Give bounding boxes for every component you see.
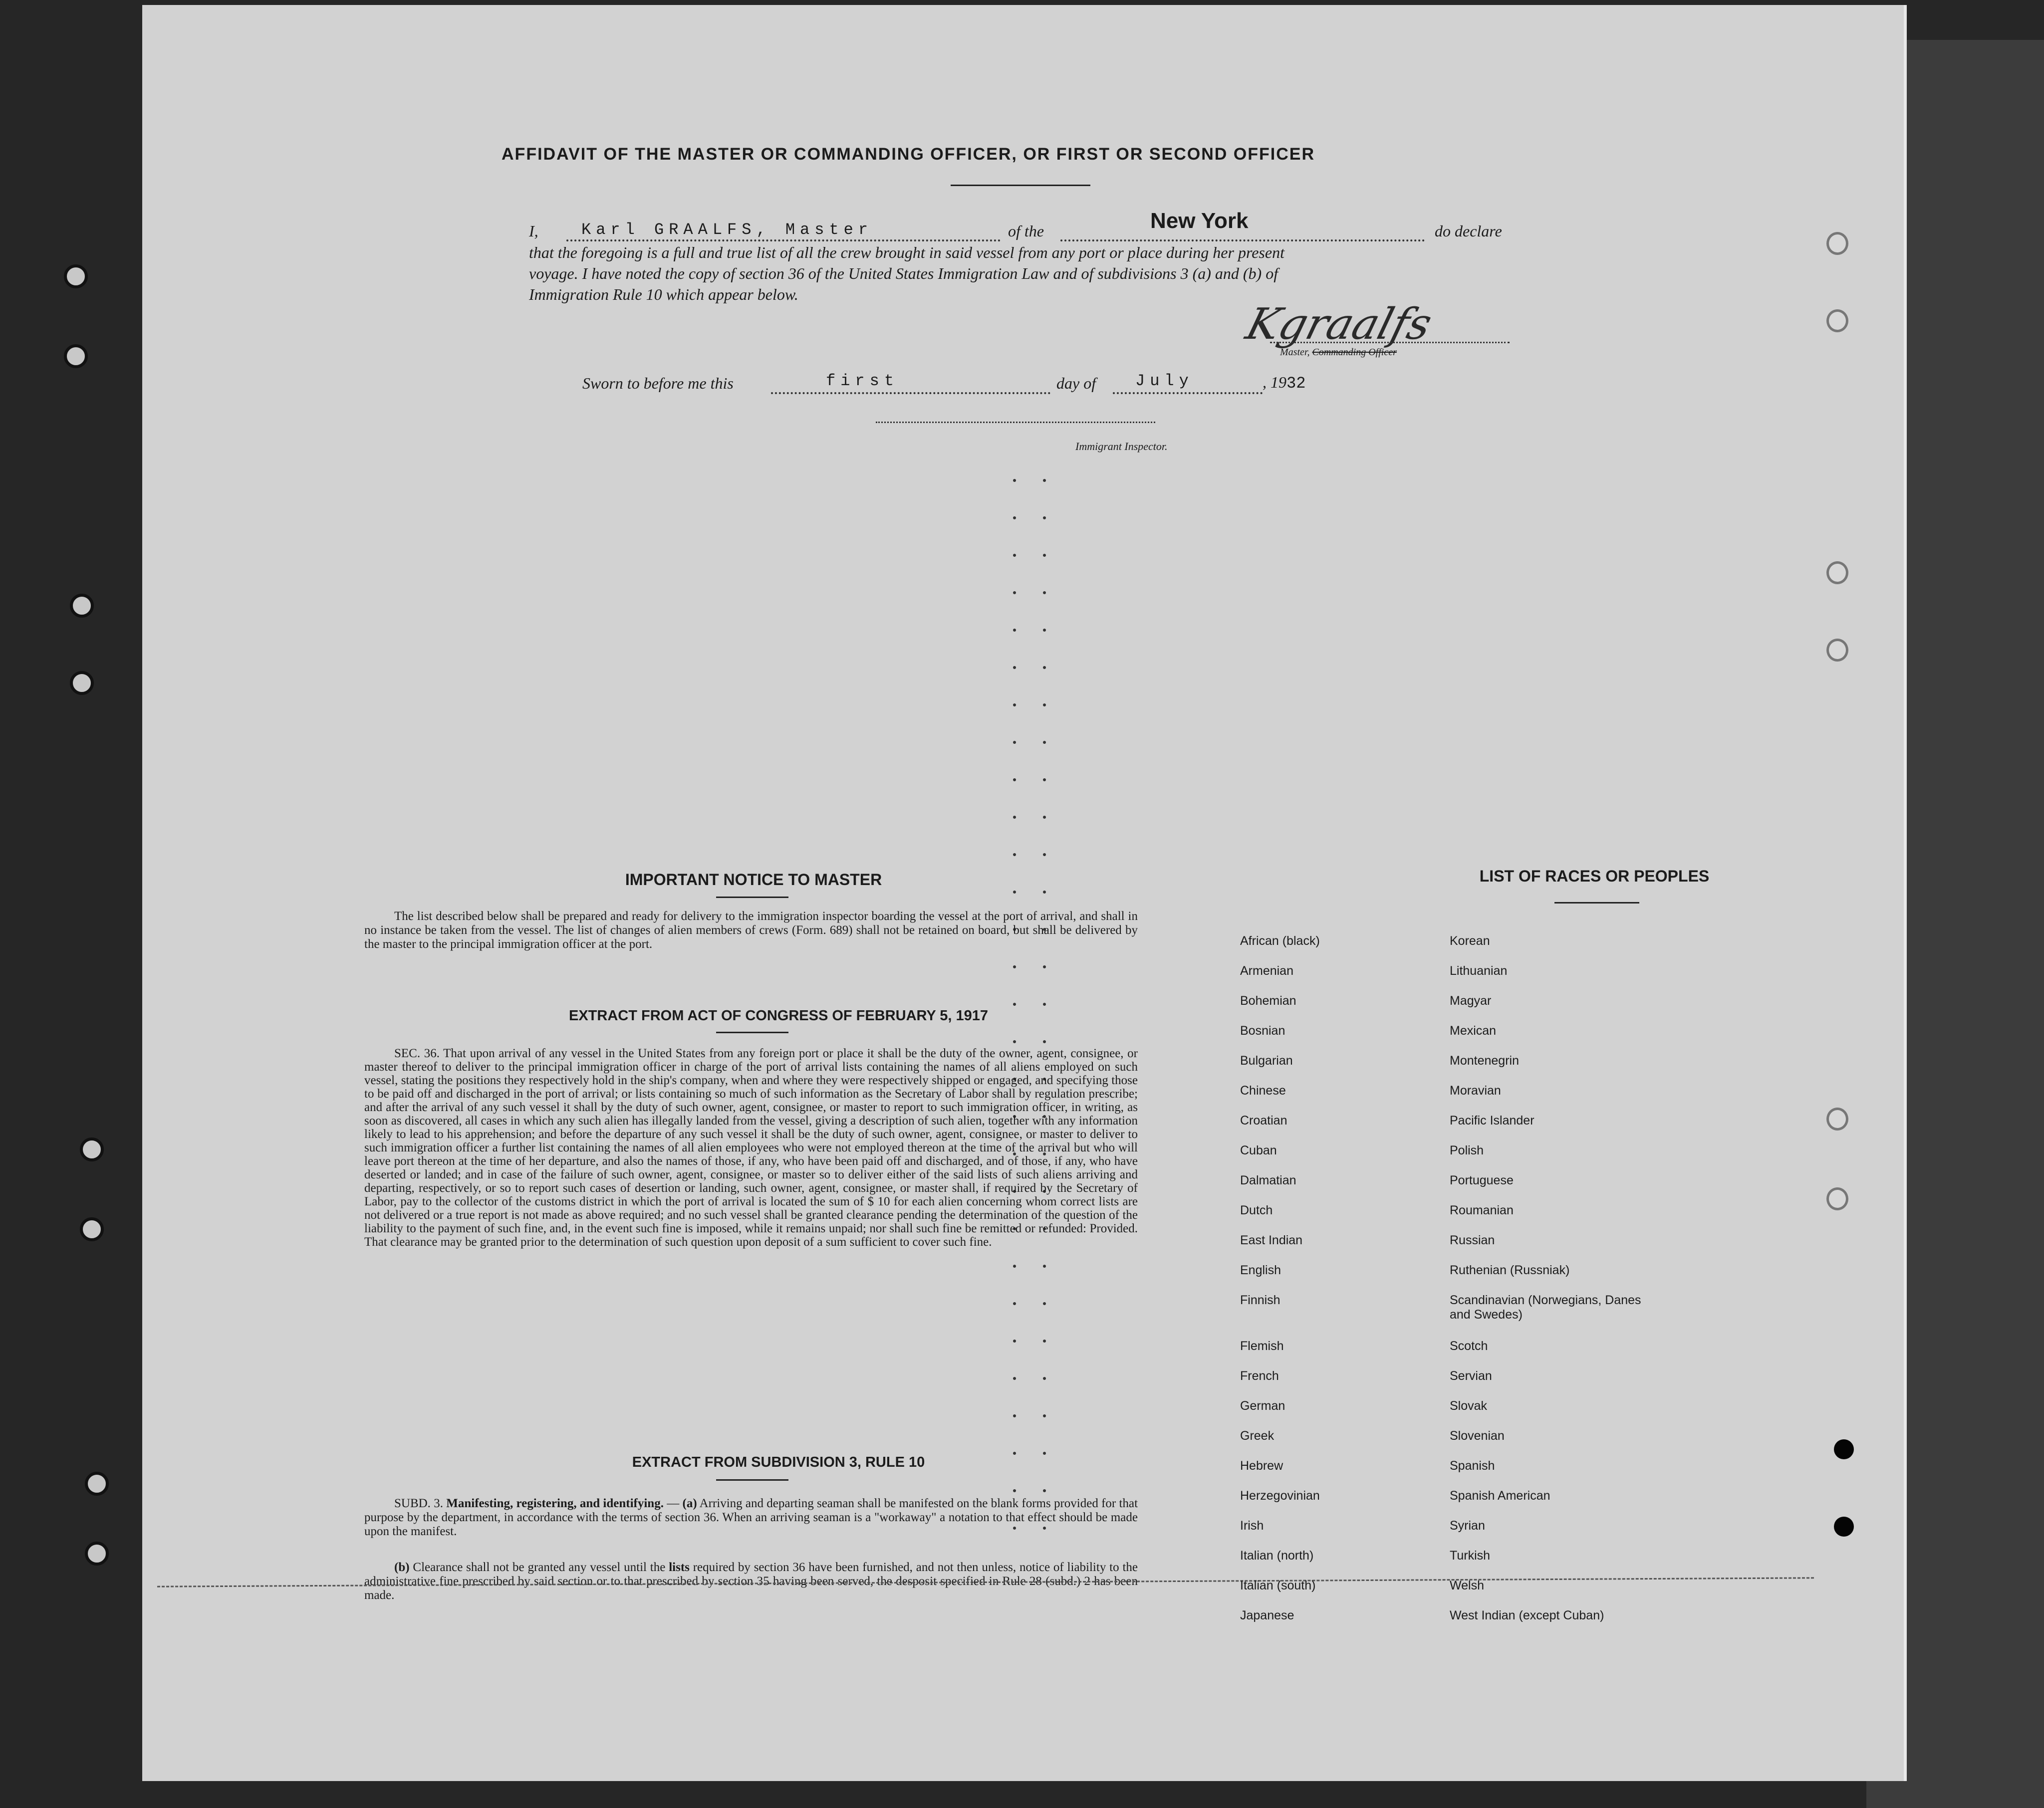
- races-underline: [1554, 902, 1639, 904]
- para-b-post: required by section 36 have been furnished, and not then unless, notice of liability to the administrative fine prescribed by said section or to that prescribed by section 35 having been served, the desposit specified in Rule 28 (subd.) 2 has been made.: [364, 1561, 1138, 1602]
- races-row: [1240, 1519, 1649, 1549]
- guide-dot: [1043, 703, 1046, 706]
- guide-dot: [1013, 629, 1016, 632]
- race-right-item: Scotch: [1450, 1339, 1488, 1353]
- race-left-item: Croatian: [1240, 1114, 1287, 1128]
- guide-dot: [1013, 1003, 1016, 1006]
- guide-dot: [1013, 1414, 1016, 1417]
- race-left-item: Bosnian: [1240, 1024, 1285, 1038]
- sworn-day-line: [771, 392, 1050, 394]
- sworn-day-of: day of: [1056, 374, 1096, 392]
- punch-hole: [1826, 232, 1848, 255]
- races-row: [1240, 1143, 1649, 1173]
- guide-dot: [1013, 965, 1016, 968]
- race-left-item: Herzegovinian: [1240, 1489, 1320, 1503]
- race-right-item: Scandinavian (Norwegians, Danes and Swedes): [1450, 1293, 1641, 1322]
- para-a-text: Arriving and departing seaman shall be manifested on the blank forms provided for that purpose by the department, in accordance with the terms of section 36. When an arriving seaman is a "workaway" a notation to that effect should be made upon the manifest.: [364, 1497, 1138, 1538]
- guide-dot: [1013, 703, 1016, 706]
- binder-hole: [64, 344, 88, 368]
- subd-label: SUBD. 3.: [394, 1497, 443, 1510]
- guide-dot: [1013, 1302, 1016, 1305]
- race-right-item: Korean: [1450, 934, 1490, 948]
- race-right-item: Magyar: [1450, 994, 1492, 1008]
- race-right-item: Slovenian: [1450, 1429, 1505, 1443]
- race-right-item: Welsh: [1450, 1579, 1485, 1592]
- notice-title: IMPORTANT NOTICE TO MASTER: [625, 871, 882, 889]
- para-b-pre: Clearance shall not be granted any vessel until the: [413, 1561, 666, 1574]
- races-row: [1240, 1054, 1649, 1084]
- race-right-item: Portuguese: [1450, 1173, 1514, 1187]
- races-row: [1240, 1429, 1649, 1459]
- guide-dot: [1043, 891, 1046, 894]
- races-row: [1240, 1114, 1649, 1143]
- races-row: [1240, 1293, 1649, 1339]
- act-underline: [716, 1032, 788, 1033]
- race-left-item: Dalmatian: [1240, 1173, 1296, 1187]
- race-left-item: Bohemian: [1240, 994, 1296, 1008]
- binder-hole: [70, 594, 94, 618]
- races-row: [1240, 1263, 1649, 1293]
- punch-hole: [1826, 1108, 1848, 1130]
- guide-dot: [1043, 666, 1046, 669]
- race-left-item: Chinese: [1240, 1084, 1286, 1098]
- race-left-item: German: [1240, 1399, 1285, 1413]
- punch-hole: [1826, 1187, 1848, 1210]
- sworn-year-prefix: , 19: [1263, 373, 1286, 391]
- guide-dot: [1013, 479, 1016, 482]
- race-left-item: Bulgarian: [1240, 1054, 1293, 1068]
- guide-dot: [1043, 1003, 1046, 1006]
- binder-hole: [64, 264, 88, 288]
- guide-dot: [1043, 479, 1046, 482]
- races-row: [1240, 1084, 1649, 1114]
- race-right-item: Russian: [1450, 1233, 1495, 1247]
- race-right-item: Pacific Islander: [1450, 1114, 1534, 1128]
- binder-hole: [70, 671, 94, 695]
- declaration-do-declare: do declare: [1435, 222, 1502, 240]
- races-title: LIST OF RACES OR PEOPLES: [1479, 867, 1710, 885]
- races-table: [1240, 934, 1649, 1638]
- race-right-item: Spanish American: [1450, 1489, 1550, 1503]
- guide-dot: [1043, 816, 1046, 819]
- master-name-line: [566, 239, 1001, 241]
- race-left-item: African (black): [1240, 934, 1320, 948]
- guide-dot: [1013, 1040, 1016, 1043]
- declaration-i: I,: [529, 222, 538, 240]
- race-left-item: Italian (south): [1240, 1579, 1316, 1592]
- race-left-item: Cuban: [1240, 1143, 1277, 1157]
- guide-dot: [1043, 1040, 1046, 1043]
- guide-dot: [1043, 853, 1046, 856]
- inspector-line: [876, 422, 1155, 423]
- race-left-item: Flemish: [1240, 1339, 1284, 1353]
- rule-underline: [716, 1479, 788, 1481]
- notice-text: The list described below shall be prepared and ready for delivery to the immigration inspector boarding the vessel at the port of arrival, and shall in no instance be taken from the vessel. The list of changes of alien members of crews (Form. 689) shall not be retained on board, but shall be delivered by the master to the principal immigration officer at the port.: [364, 909, 1138, 951]
- signature-caption-master: Master,: [1280, 347, 1312, 358]
- guide-dot: [1013, 778, 1016, 781]
- guide-dot: [1013, 1265, 1016, 1268]
- subd-heading: Manifesting, registering, and identifying.: [446, 1497, 664, 1510]
- race-right-item: Slovak: [1450, 1399, 1488, 1413]
- binder-hole: [80, 1217, 104, 1241]
- guide-dot: [1013, 591, 1016, 594]
- sworn-year-suffix[interactable]: 32: [1286, 374, 1306, 393]
- race-right-item: West Indian (except Cuban): [1450, 1608, 1604, 1622]
- guide-dot: [1043, 1414, 1046, 1417]
- act-text: SEC. 36. That upon arrival of any vessel in the United States from any foreign port or place it shall be the duty of the owner, agent, consignee, or master thereof to deliver to the principal immigration officer in charge of the port of arrival lists containing the names of all aliens employed on such vessel, stating the positions they respectively hold in the ship's company, when and where they were respectively shipped or engaged, and specifying those to be paid off and discharged in the port of arrival; or lists containing so much of such information as the Secretary of Labor shall by regulation prescribe; and after the arrival of any such vessel it shall by the duty of such owner, agent, consignee, or master to report to such immigration officer, in writing, as soon as discovered, all cases in which any such alien has illegally landed from the vessel, giving a description of such alien, together with any information likely to lead to his apprehension; and before the departure of any such vessel it shall be the duty of such owner, agent, consignee, or master to deliver to such immigration officer a further list containing the names of all alien employees who were not employed thereon at the time of the arrival but who will leave port thereon at the time of her departure, and also the names of those, if any, who have been paid off and discharged, and of those, if any, who have deserted or landed; and in case of the failure of such owner, agent, consignee, or master so to deliver either of the said lists of such aliens arriving and departing, respectively, or so to report such cases of desertion or landing, such owner, agent, consignee, or master shall, if required by the Secretary of Labor, pay to the collector of the customs district in which the port of arrival is located the sum of $ 10 for each alien concerning whom correct lists are not delivered or a true report is not made as above required; and no such vessel shall be granted clearance pending the determination of the question of the liability to the payment of such fine, and, in the event such fine is imposed, while it remains unpaid; nor shall such fine be remitted or refunded: Provided. That clearance may be granted prior to the determination of such question upon deposit of a sum sufficient to cover such fine.: [364, 1047, 1138, 1249]
- race-left-item: East Indian: [1240, 1233, 1303, 1247]
- guide-dot: [1043, 1302, 1046, 1305]
- guide-dot: [1043, 516, 1046, 519]
- notice-underline: [716, 897, 788, 898]
- guide-dot: [1043, 1377, 1046, 1380]
- races-row: [1240, 934, 1649, 964]
- races-row: [1240, 1339, 1649, 1369]
- race-right-item: Spanish: [1450, 1459, 1495, 1473]
- races-row: [1240, 1203, 1649, 1233]
- sworn-month-field[interactable]: July: [1135, 372, 1194, 390]
- race-right-item: Moravian: [1450, 1084, 1501, 1098]
- signature-line: [1270, 342, 1510, 343]
- signature-caption-struck: Commanding Officer: [1312, 347, 1397, 358]
- races-row: [1240, 964, 1649, 994]
- declaration-line-2: that the foregoing is a full and true list of all the crew brought in said vessel from any port or place during her present: [529, 243, 1284, 261]
- act-title: EXTRACT FROM ACT OF CONGRESS OF FEBRUARY 5, 1917: [568, 1008, 989, 1024]
- para-a-label: (a): [682, 1497, 697, 1510]
- rule-text: SUBD. 3. Manifesting, registering, and identifying. — (a) Arriving and departing seaman shall be manifested on the blank forms provided for that purpose by the department, in accordance with the terms of section 36. When an arriving seaman is a "workaway" a notation to that effect should be made upon the manifest.: [364, 1497, 1138, 1538]
- races-row: [1240, 1549, 1649, 1579]
- master-name-field[interactable]: Karl GRAALFS, Master: [581, 221, 873, 239]
- inspector-label: Immigrant Inspector.: [1075, 440, 1168, 452]
- races-row: [1240, 1459, 1649, 1489]
- punch-hole-dark: [1834, 1517, 1854, 1537]
- race-left-item: Dutch: [1240, 1203, 1273, 1217]
- declaration-line-3: voyage. I have noted the copy of section 36 of the United States Immigration Law and of subdivisions 3 (a) and (b) of: [529, 264, 1278, 282]
- races-row: [1240, 1608, 1649, 1638]
- guide-dot: [1013, 816, 1016, 819]
- guide-dot: [1043, 1340, 1046, 1343]
- sworn-label: Sworn to before me this: [582, 374, 734, 392]
- document-page: [142, 5, 1907, 1781]
- race-left-item: Italian (north): [1240, 1549, 1314, 1563]
- guide-dot: [1013, 1377, 1016, 1380]
- races-row: [1240, 1399, 1649, 1429]
- races-row: [1240, 994, 1649, 1024]
- para-b-label: (b): [394, 1561, 410, 1574]
- race-right-item: Servian: [1450, 1369, 1492, 1383]
- race-right-item: Lithuanian: [1450, 964, 1508, 978]
- guide-dot: [1043, 629, 1046, 632]
- signature-caption: [1280, 347, 1397, 358]
- race-left-item: Greek: [1240, 1429, 1275, 1443]
- punch-hole: [1826, 309, 1848, 332]
- races-row: [1240, 1489, 1649, 1519]
- guide-dot: [1013, 1489, 1016, 1492]
- race-right-item: Turkish: [1450, 1549, 1491, 1563]
- master-signature: Kgraalfs: [1241, 299, 1437, 349]
- vessel-name-line: [1060, 239, 1425, 241]
- punch-hole: [1826, 561, 1848, 584]
- race-right-item: Montenegrin: [1450, 1054, 1519, 1068]
- guide-dot: [1043, 591, 1046, 594]
- guide-dot: [1043, 1265, 1046, 1268]
- affidavit-title: AFFIDAVIT OF THE MASTER OR COMMANDING OFFICER, OR FIRST OR SECOND OFFICER: [502, 145, 1315, 164]
- guide-dot: [1013, 891, 1016, 894]
- title-underline: [951, 185, 1090, 186]
- race-left-item: French: [1240, 1369, 1279, 1383]
- guide-dot: [1013, 516, 1016, 519]
- binder-hole: [85, 1472, 109, 1496]
- guide-dot: [1043, 778, 1046, 781]
- guide-dot: [1013, 1340, 1016, 1343]
- races-row: [1240, 1579, 1649, 1608]
- race-right-item: Ruthenian (Russniak): [1450, 1263, 1570, 1277]
- races-row: [1240, 1369, 1649, 1399]
- sworn-day-field[interactable]: first: [826, 372, 899, 390]
- guide-dot: [1043, 1489, 1046, 1492]
- guide-dot: [1013, 741, 1016, 744]
- race-left-item: Hebrew: [1240, 1459, 1283, 1473]
- declaration-line-4: Immigration Rule 10 which appear below.: [529, 285, 798, 303]
- sworn-year: [1263, 373, 1305, 393]
- para-b-bold: lists: [669, 1561, 690, 1574]
- guide-dot: [1043, 965, 1046, 968]
- punch-hole: [1826, 639, 1848, 662]
- vessel-name-field[interactable]: New York: [1150, 209, 1249, 233]
- guide-dot: [1013, 554, 1016, 557]
- race-left-item: Japanese: [1240, 1608, 1294, 1622]
- race-left-item: English: [1240, 1263, 1281, 1277]
- race-right-item: Polish: [1450, 1143, 1484, 1157]
- races-row: [1240, 1233, 1649, 1263]
- guide-dot: [1043, 741, 1046, 744]
- race-right-item: Syrian: [1450, 1519, 1485, 1533]
- race-left-item: Finnish: [1240, 1293, 1280, 1307]
- declaration-of-the: of the: [1008, 222, 1044, 240]
- binder-hole: [80, 1137, 104, 1161]
- race-left-item: Irish: [1240, 1519, 1264, 1533]
- race-right-item: Mexican: [1450, 1024, 1497, 1038]
- binder-hole: [85, 1542, 109, 1566]
- guide-dot: [1013, 666, 1016, 669]
- race-right-item: Roumanian: [1450, 1203, 1514, 1217]
- guide-dot: [1043, 554, 1046, 557]
- races-row: [1240, 1173, 1649, 1203]
- sworn-month-line: [1113, 392, 1263, 394]
- races-row: [1240, 1024, 1649, 1054]
- punch-hole-dark: [1834, 1439, 1854, 1459]
- race-left-item: Armenian: [1240, 964, 1293, 978]
- rule-title: EXTRACT FROM SUBDIVISION 3, RULE 10: [632, 1454, 925, 1470]
- guide-dot: [1013, 853, 1016, 856]
